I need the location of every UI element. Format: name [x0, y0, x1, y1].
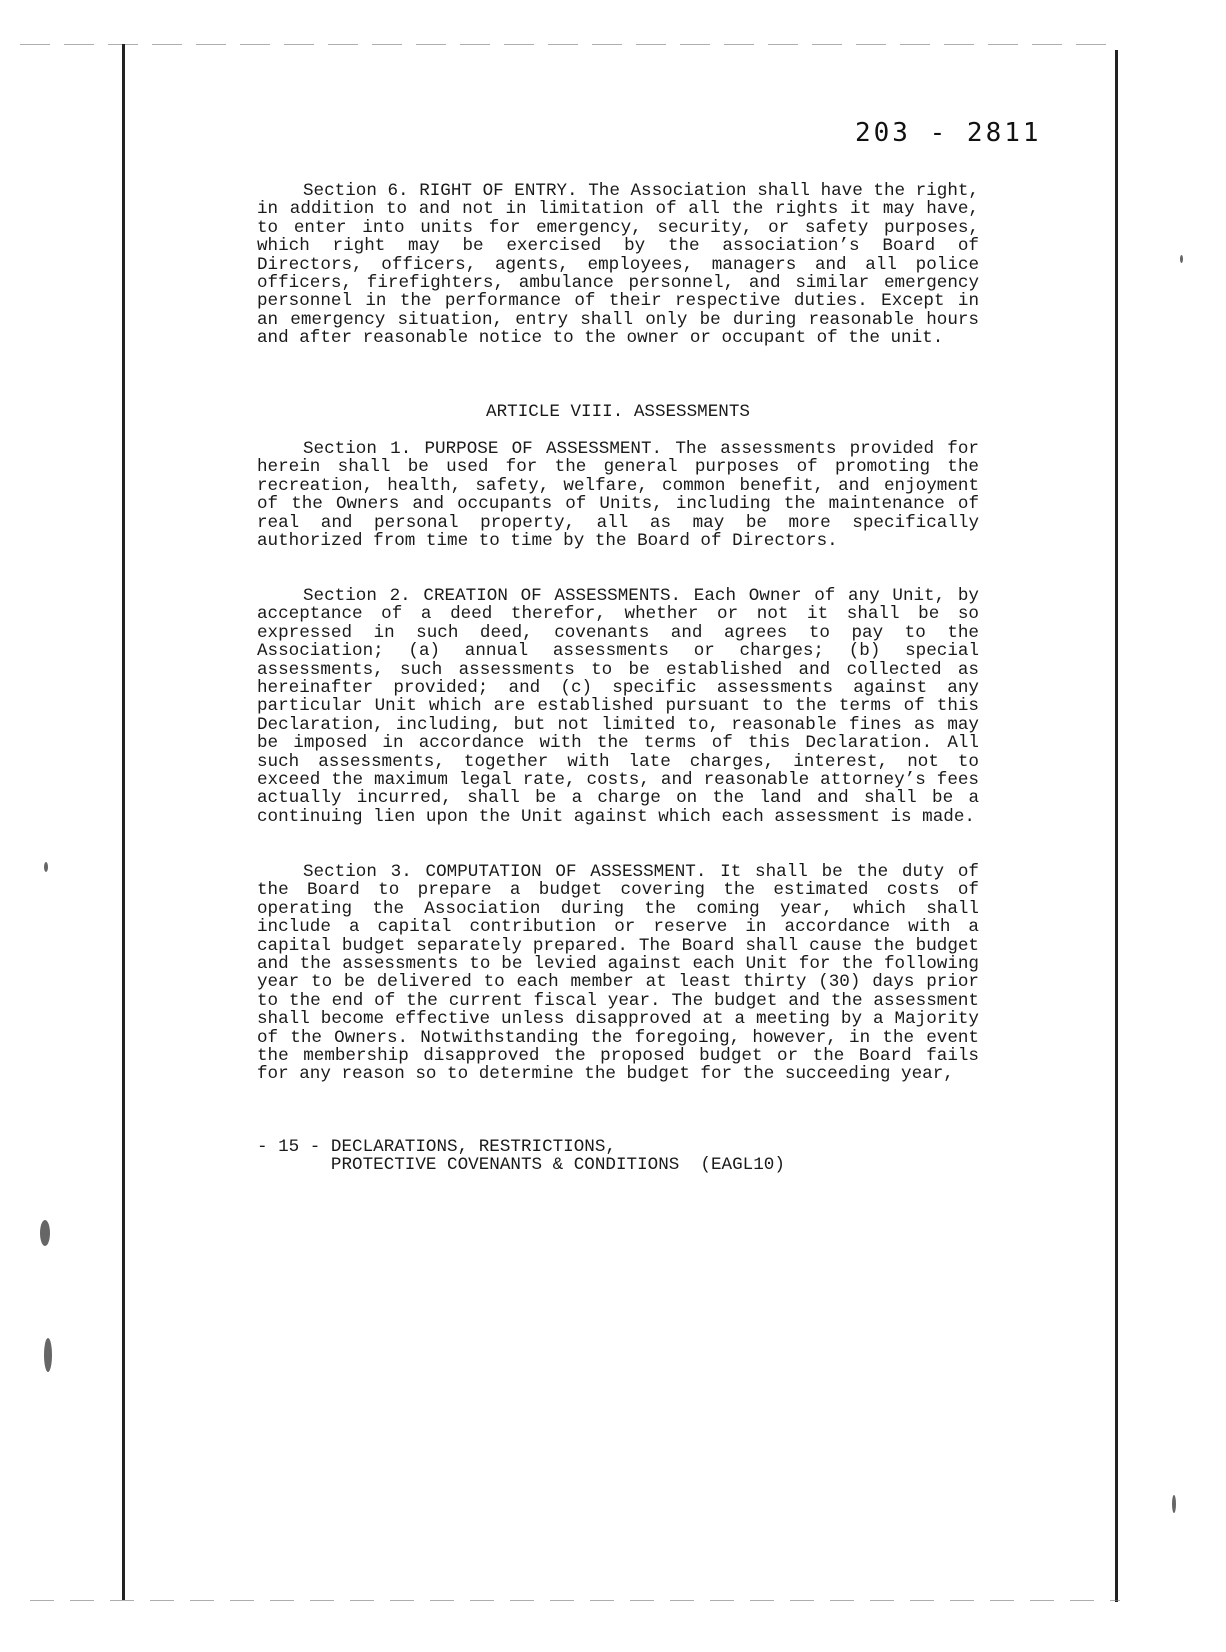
section-6-text: Section 6. RIGHT OF ENTRY. The Association shall have the right, in addition to and not in limitation of all the rights it may have, to enter into units for emergency, security, or safety purposes, which right may be exercised by the association’s Board of Directors, officers, agents, employees, managers and all police officers, firefighters, ambulance personnel, and similar emergency personnel in the performance of their respective duties. Except in an emergency situation, entry shall only be during reasonable hours and after reasonable notice to the owner or occupant of the unit.	[257, 181, 979, 349]
scan-speck	[40, 1220, 50, 1246]
scan-speck	[44, 1338, 52, 1372]
section-1-text: Section 1. PURPOSE OF ASSESSMENT. The assessments provided for herein shall be used for the general purposes of promoting the recreation, health, safety, welfare, common benefit, and enjoyment of the Owners and occupants of Units, including the maintenance of real and personal property, all as may be more specifically authorized from time to time by the Board of Directors.	[257, 439, 979, 552]
page-number-stamp: 203 - 2811	[855, 118, 1042, 148]
article-heading: ARTICLE VIII. ASSESSMENTS	[486, 402, 750, 422]
page-footer	[257, 1138, 785, 1175]
scan-bottom-edge	[30, 1600, 1120, 1601]
scan-speck	[1172, 1495, 1176, 1513]
section-6-right-of-entry	[257, 182, 979, 348]
scan-left-border	[122, 44, 125, 1600]
scan-speck	[1180, 255, 1183, 263]
section-2-creation	[257, 587, 979, 826]
scan-right-border	[1115, 50, 1118, 1602]
section-3-text: Section 3. COMPUTATION OF ASSESSMENT. It shall be the duty of the Board to prepare a budget covering the estimated costs of operating the Association during the coming year, which shall include a capital contribution or reserve in accordance with a capital budget separately prepared. The Board shall cause the budget and the assessments to be levied against each Unit for the following year to be delivered to each member at least thirty (30) days prior to the end of the current fiscal year. The budget and the assessment shall become effective unless disapproved at a meeting by a Majority of the Owners. Notwithstanding the foregoing, however, in the event the membership disapproved the proposed budget or the Board fails for any reason so to determine the budget for the succeeding year,	[257, 862, 979, 1085]
section-3-computation	[257, 863, 979, 1084]
scan-speck	[44, 862, 48, 872]
scan-top-edge	[20, 44, 1120, 45]
section-2-text: Section 2. CREATION OF ASSESSMENTS. Each Owner of any Unit, by acceptance of a deed therefor, whether or not it shall be so expressed in such deed, covenants and agrees to pay to the Association; (a) annual assessments or charges; (b) special assessments, such assessments to be established and collected as hereinafter provided; and (c) specific assessments against any particular Unit which are established pursuant to the terms of this Declaration, including, but not limited to, reasonable fines as may be imposed in accordance with the terms of this Declaration. All such assessments, together with late charges, interest, not to exceed the maximum legal rate, costs, and reasonable attorney’s fees actually incurred, shall be a charge on the land and shall be a continuing lien upon the Unit against which each assessment is made.	[257, 586, 979, 827]
footer-line-1: - 15 - DECLARATIONS, RESTRICTIONS,	[257, 1137, 616, 1157]
footer-line-2: PROTECTIVE COVENANTS & CONDITIONS (EAGL10)	[257, 1155, 785, 1176]
section-1-purpose	[257, 440, 979, 550]
